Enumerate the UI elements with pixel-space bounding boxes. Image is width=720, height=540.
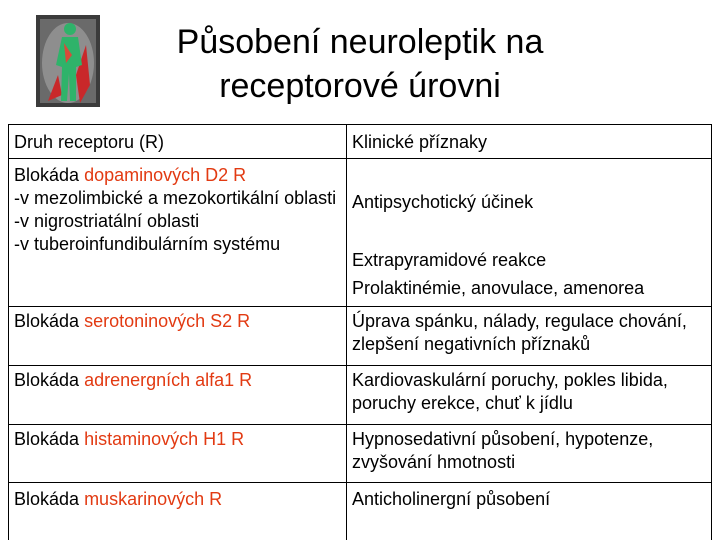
adrenergic-effect: Kardiovaskulární poruchy, pokles libida, poruchy erekce, chuť k jídlu	[352, 370, 668, 413]
muscarinic-effect: Anticholinergní působení	[352, 489, 551, 509]
block-prefix: Blokáda	[14, 489, 85, 509]
row-divider	[8, 365, 712, 366]
row-divider	[8, 158, 712, 159]
title-line-1: Působení neuroleptik na	[176, 23, 544, 61]
dopamine-effect-extrapyramidal: Extrapyramidové reakce	[352, 250, 547, 270]
dopamine-nigrostriatal: -v nigrostriatální oblasti	[14, 211, 200, 231]
adrenergic-receptor-name: adrenergních alfa1 R	[84, 370, 253, 390]
column-divider	[346, 124, 347, 540]
row-divider	[8, 424, 712, 425]
dopamine-effect-antipsychotic: Antipsychotický účinek	[352, 192, 534, 212]
dopamine-receptor-cell	[14, 164, 344, 256]
serotonin-receptor-cell	[14, 310, 344, 333]
histamine-receptor-cell	[14, 428, 344, 451]
row-divider	[8, 482, 712, 483]
muscarinic-receptor-name: muskarinových R	[84, 489, 223, 509]
histamine-effect: Hypnosedativní působení, hypotenze, zvyšování hmotnosti	[352, 429, 654, 472]
block-prefix: Blokáda	[14, 429, 85, 449]
page-title	[110, 20, 610, 108]
block-prefix: Blokáda	[14, 165, 85, 185]
header-clinical-signs: Klinické příznaky	[352, 132, 488, 152]
dopamine-tuberoinfundibular: -v tuberoinfundibulárním systému	[14, 234, 281, 254]
muscarinic-receptor-cell	[14, 488, 344, 511]
serotonin-effect: Úprava spánku, nálady, regulace chování, zlepšení negativních příznaků	[352, 311, 687, 354]
table-border-right	[711, 124, 712, 540]
header-receptor-type: Druh receptoru (R)	[14, 132, 165, 152]
dopamine-receptor-name: dopaminových D2 R	[84, 165, 247, 185]
adrenergic-receptor-cell	[14, 369, 344, 392]
dopamine-heading	[14, 164, 344, 187]
table-border-top	[8, 124, 712, 125]
dopamine-mesolimbic: -v mezolimbické a mezokortikální oblasti	[14, 188, 337, 208]
row-divider	[8, 306, 712, 307]
table-border-left	[8, 124, 9, 540]
serotonin-receptor-name: serotoninových S2 R	[84, 311, 251, 331]
title-line-2: receptorové úrovni	[219, 67, 501, 105]
dopamine-effect-prolactinemia: Prolaktinémie, anovulace, amenorea	[352, 278, 645, 298]
block-prefix: Blokáda	[14, 311, 85, 331]
receptor-table	[8, 124, 712, 540]
human-figure-icon	[36, 15, 100, 107]
histamine-receptor-name: histaminových H1 R	[84, 429, 245, 449]
block-prefix: Blokáda	[14, 370, 85, 390]
